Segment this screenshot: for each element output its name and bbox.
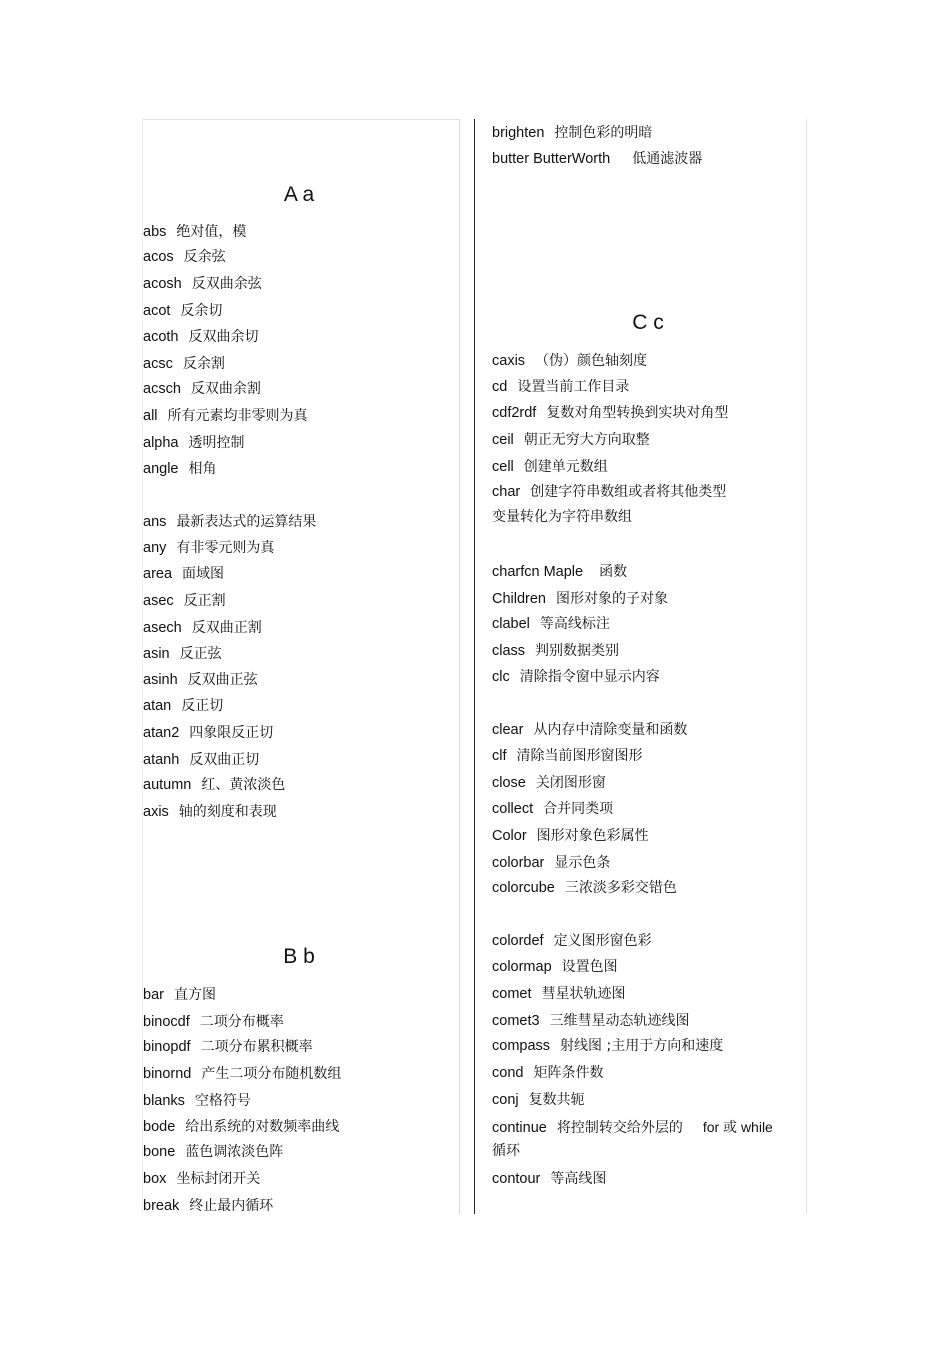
entry-term: binornd [143, 1066, 192, 1082]
entry-term: caxis [492, 353, 526, 369]
entry-desc: 控制色彩的明暗 [554, 125, 653, 141]
entry-desc: 从内存中清除变量和函数 [533, 722, 688, 738]
entry-term: axis [143, 804, 169, 820]
entry-desc: 四象限反正切 [189, 725, 274, 741]
entry-break [143, 1196, 273, 1216]
entry-desc: 朝正无穷大方向取整 [523, 432, 650, 448]
entry-asec [143, 591, 226, 611]
entry-term: conj [492, 1092, 519, 1108]
entry-desc: 设置色图 [561, 959, 618, 975]
entry-desc-continued: 循环 [492, 1143, 520, 1159]
entry-desc: 图形对象色彩属性 [536, 828, 649, 844]
column-divider-shadow [459, 119, 460, 1214]
entry-desc: 产生二项分布随机数组 [201, 1066, 342, 1082]
entry-conj [492, 1090, 585, 1110]
entry-color [492, 826, 649, 846]
entry-desc: 反双曲余割 [190, 381, 261, 397]
table-border-right [806, 119, 807, 1214]
section-heading-a: A a [283, 183, 315, 206]
entry-desc: 创建字符串数组或者将其他类型 [530, 484, 727, 500]
entry-term: contour [492, 1171, 541, 1187]
entry-term: colorcube [492, 880, 555, 896]
entry-desc: 反双曲余弦 [191, 276, 262, 292]
entry-desc: 定义图形窗色彩 [553, 933, 652, 949]
entry-bode [143, 1117, 339, 1137]
entry-binopdf [143, 1037, 313, 1057]
entry-desc: 空格符号 [194, 1093, 251, 1109]
entry-term: ans [143, 514, 167, 530]
entry-term: bar [143, 987, 164, 1003]
entry-desc: 设置当前工作目录 [517, 379, 630, 395]
entry-desc: 面域图 [182, 566, 225, 582]
entry-term: asec [143, 593, 174, 609]
entry-term: continue [492, 1120, 547, 1136]
entry-blanks [143, 1091, 251, 1111]
entry-acsch [143, 379, 261, 399]
entry-axis [143, 802, 277, 822]
entry-term: compass [492, 1038, 551, 1054]
entry-desc: 终止最内循环 [189, 1198, 274, 1214]
entry-desc: 绝对值，模 [176, 224, 247, 240]
entry-desc: 透明控制 [188, 435, 245, 451]
section-heading-c: C c [632, 311, 664, 334]
entry-term: Children [492, 591, 546, 607]
section-heading-b: B b [283, 945, 315, 968]
entry-term: cond [492, 1065, 524, 1081]
entry-desc: 清除当前图形窗图形 [516, 748, 643, 764]
entry-term: acsc [143, 356, 173, 372]
entry-desc: 红、黄浓淡色 [201, 777, 286, 793]
entry-cond [492, 1063, 603, 1083]
entry-desc: 反双曲余切 [188, 329, 259, 345]
entry-desc-continued: 变量转化为字符串数组 [492, 509, 632, 525]
entry-children [492, 589, 668, 609]
entry-char-continued [492, 507, 632, 527]
entry-term: angle [143, 461, 179, 477]
entry-close [492, 773, 606, 793]
entry-atanh [143, 750, 259, 770]
entry-box [143, 1169, 260, 1189]
entry-term: char [492, 484, 521, 500]
entry-term: clabel [492, 616, 530, 632]
entry-contour [492, 1169, 606, 1189]
entry-brighten [492, 123, 652, 143]
entry-clf [492, 746, 643, 766]
entry-term: autumn [143, 777, 192, 793]
entry-desc: 三浓淡多彩交错色 [564, 880, 677, 896]
entry-binornd [143, 1064, 341, 1084]
entry-term: colorbar [492, 855, 545, 871]
entry-butter [492, 149, 702, 169]
entry-acsc [143, 354, 225, 374]
entry-term: Color [492, 828, 527, 844]
entry-clabel [492, 614, 610, 634]
entry-term: close [492, 775, 526, 791]
entry-desc: 图形对象的子对象 [556, 591, 668, 607]
entry-term: ceil [492, 432, 514, 448]
entry-compass [492, 1036, 723, 1056]
entry-desc: 相角 [188, 461, 217, 477]
entry-desc: 反余割 [182, 356, 225, 372]
entry-desc: 低通滤波器 [632, 151, 703, 167]
entry-colordef [492, 931, 652, 951]
entry-ans [143, 512, 316, 532]
entry-char [492, 482, 726, 502]
entry-desc: 矩阵条件数 [533, 1065, 604, 1081]
entry-atan2 [143, 723, 273, 743]
entry-desc: 所有元素均非零则为真 [167, 408, 308, 424]
entry-desc: 清除指令窗中显示内容 [519, 669, 660, 685]
entry-term: asinh [143, 672, 178, 688]
entry-desc: 反余切 [180, 303, 223, 319]
entry-asin [143, 644, 222, 664]
entry-any [143, 538, 274, 558]
entry-clc [492, 667, 660, 687]
entry-alpha [143, 433, 244, 453]
entry-desc: 显示色条 [554, 855, 611, 871]
entry-term: acosh [143, 276, 182, 292]
entry-continue-continued [492, 1141, 520, 1161]
table-top-rule-left [142, 119, 460, 120]
entry-cdf2rdf [492, 403, 728, 423]
entry-desc: 二项分布累积概率 [200, 1039, 313, 1055]
entry-term: atan [143, 698, 172, 714]
entry-cell [492, 457, 608, 477]
entry-desc: 反余弦 [183, 249, 226, 265]
entry-area [143, 564, 224, 584]
entry-desc: 关闭图形窗 [535, 775, 606, 791]
entry-term: clear [492, 722, 524, 738]
entry-colorcube [492, 878, 677, 898]
entry-term: cell [492, 459, 514, 475]
entry-term: colormap [492, 959, 552, 975]
entry-acos [143, 247, 226, 267]
entry-desc: 判别数据类别 [535, 643, 620, 659]
entry-desc: 创建单元数组 [523, 459, 608, 475]
entry-asech [143, 618, 262, 638]
entry-desc: 反双曲正弦 [187, 672, 258, 688]
entry-desc: 反正切 [181, 698, 224, 714]
entry-term: cdf2rdf [492, 405, 537, 421]
entry-term: atan2 [143, 725, 180, 741]
entry-desc: 复数对角型转换到实块对角型 [546, 405, 729, 421]
entry-desc: 反正弦 [179, 646, 222, 662]
entry-desc: 轴的刻度和表现 [178, 804, 277, 820]
entry-angle [143, 459, 216, 479]
entry-desc: （伪）颜色轴刻度 [535, 353, 648, 369]
entry-comet [492, 984, 626, 1004]
entry-desc: 反双曲正切 [189, 752, 260, 768]
entry-term: acoth [143, 329, 179, 345]
entry-term: binocdf [143, 1014, 190, 1030]
entry-clear [492, 720, 687, 740]
entry-desc: 反正割 [183, 593, 226, 609]
entry-desc: 合并同类项 [543, 801, 614, 817]
entry-term: comet [492, 986, 532, 1002]
entry-term: asin [143, 646, 170, 662]
entry-desc: 有非零元则为真 [176, 540, 275, 556]
entry-acosh [143, 274, 262, 294]
entry-desc: 射线图 ;主用于方向和速度 [560, 1038, 724, 1054]
entry-collect [492, 799, 613, 819]
entry-term: blanks [143, 1093, 185, 1109]
entry-desc: 复数共轭 [528, 1092, 585, 1108]
entry-caxis [492, 351, 647, 371]
entry-term: charfcn Maple [492, 564, 584, 580]
entry-desc-tail: for 或 while [702, 1119, 773, 1135]
entry-acot [143, 301, 222, 321]
entry-term: alpha [143, 435, 179, 451]
entry-asinh [143, 670, 258, 690]
entry-desc: 坐标封闭开关 [176, 1171, 261, 1187]
entry-desc: 给出系统的对数频率曲线 [185, 1119, 340, 1135]
entry-term: any [143, 540, 167, 556]
entry-desc: 反双曲正割 [191, 620, 262, 636]
entry-bar [143, 985, 216, 1005]
entry-desc: 二项分布概率 [199, 1014, 284, 1030]
entry-term: collect [492, 801, 534, 817]
entry-term: comet3 [492, 1013, 540, 1029]
entry-all [143, 406, 308, 426]
entry-desc: 直方图 [173, 987, 216, 1003]
entry-term: asech [143, 620, 182, 636]
entry-term: acsch [143, 381, 181, 397]
entry-term: butter ButterWorth [492, 151, 611, 167]
entry-term: class [492, 643, 526, 659]
entry-desc: 将控制转交给外层的 [556, 1120, 683, 1136]
entry-term: clc [492, 669, 510, 685]
column-divider [474, 119, 475, 1214]
entry-comet3 [492, 1011, 690, 1031]
entry-term: colordef [492, 933, 544, 949]
entry-colorbar [492, 853, 610, 873]
entry-atan [143, 696, 223, 716]
entry-term: acos [143, 249, 174, 265]
entry-binocdf [143, 1012, 284, 1032]
entry-term: abs [143, 224, 167, 240]
entry-cd [492, 377, 629, 397]
entry-ceil [492, 430, 650, 450]
entry-desc: 最新表达式的运算结果 [176, 514, 317, 530]
entry-term: bone [143, 1144, 176, 1160]
entry-term: break [143, 1198, 180, 1214]
entry-colormap [492, 957, 618, 977]
entry-acoth [143, 327, 258, 347]
entry-term: atanh [143, 752, 180, 768]
entry-desc: 等高线图 [550, 1171, 607, 1187]
entry-term: area [143, 566, 173, 582]
entry-desc: 彗星状轨迹图 [541, 986, 626, 1002]
entry-desc: 蓝色调浓淡色阵 [185, 1144, 284, 1160]
entry-class [492, 641, 619, 661]
entry-term: box [143, 1171, 167, 1187]
entry-bone [143, 1142, 283, 1162]
entry-term: all [143, 408, 158, 424]
entry-term: cd [492, 379, 508, 395]
entry-term: brighten [492, 125, 545, 141]
entry-continue [492, 1117, 773, 1138]
entry-desc: 三维彗星动态轨迹线图 [549, 1013, 690, 1029]
entry-term: bode [143, 1119, 176, 1135]
entry-desc: 函数 [599, 564, 628, 580]
entry-term: clf [492, 748, 507, 764]
entry-charfcn [492, 562, 627, 582]
entry-term: binopdf [143, 1039, 191, 1055]
entry-autumn [143, 775, 285, 795]
entry-desc: 等高线标注 [539, 616, 610, 632]
entry-abs [143, 222, 246, 242]
entry-term: acot [143, 303, 171, 319]
